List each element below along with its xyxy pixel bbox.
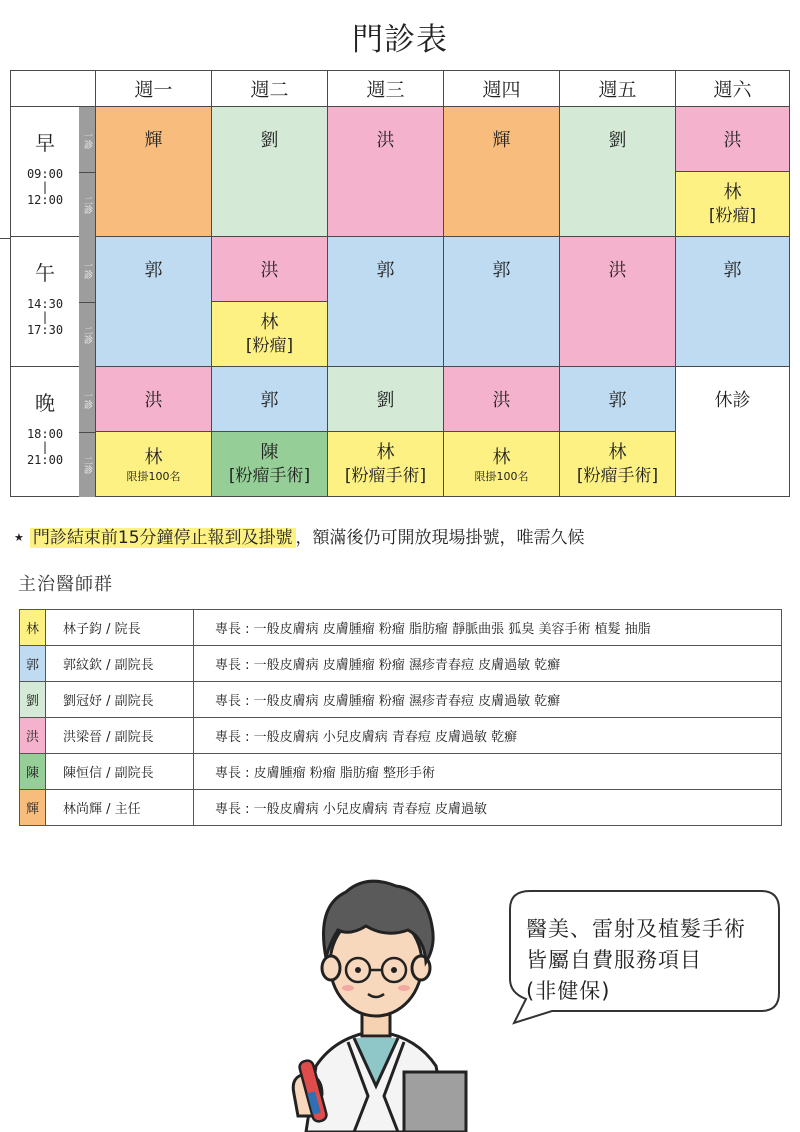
doctor-name: 郭 bbox=[260, 390, 279, 411]
cell-afternoon-tue-1 bbox=[211, 236, 328, 302]
doctor-name: 輝 bbox=[492, 130, 511, 151]
doctor-name-title: 劉冠妤 / 副院長 bbox=[46, 682, 194, 717]
doctor-name-title: 林尚輝 / 主任 bbox=[46, 790, 194, 825]
doctor-specialty: 專長 : 一般皮膚病 小兒皮膚病 青春痘 皮膚過敏 bbox=[215, 802, 488, 817]
doctor-name-title: 洪梁晉 / 副院長 bbox=[46, 718, 194, 753]
shift-first-morning: 一診 bbox=[79, 107, 95, 173]
slot-name: 晚 bbox=[35, 391, 55, 415]
time-separator: | bbox=[41, 180, 49, 194]
doctor-row bbox=[19, 789, 782, 826]
doctor-specialty: 專長 : 一般皮膚病 皮膚腫瘤 粉瘤 脂肪瘤 靜脈曲張 狐臭 美容手術 植髮 抽脂 bbox=[215, 622, 651, 637]
cell-evening-fri-2 bbox=[559, 431, 676, 497]
cell-afternoon-mon bbox=[95, 236, 212, 367]
cell-morning-tue bbox=[211, 106, 328, 237]
doctor-specialty: 專長 : 一般皮膚病 小兒皮膚病 青春痘 皮膚過敏 乾癬 bbox=[215, 730, 518, 745]
doctor-name-title: 林子鈞 / 院長 bbox=[46, 610, 194, 645]
cell-evening-wed-1 bbox=[327, 366, 444, 432]
doctor-row bbox=[19, 645, 782, 682]
doctor-row bbox=[19, 609, 782, 646]
doctor-tag: 劉 bbox=[20, 682, 46, 717]
day-header-sat: 週六 bbox=[675, 70, 790, 107]
doctor-name: 洪 bbox=[260, 260, 279, 281]
shift-second-morning: 二診 bbox=[79, 172, 95, 237]
doctor-name: 郭 bbox=[144, 260, 163, 281]
doctor-name: 劉 bbox=[376, 390, 395, 411]
cell-evening-sat bbox=[675, 366, 790, 497]
slot-name: 早 bbox=[35, 131, 55, 155]
table-corner bbox=[10, 70, 96, 107]
doctor-name: 林 bbox=[723, 181, 742, 203]
decorative-tick bbox=[0, 238, 11, 239]
cell-morning-wed bbox=[327, 106, 444, 237]
doctor-name-title: 郭紋欽 / 副院長 bbox=[46, 646, 194, 681]
clinic-note: [粉瘤手術] bbox=[576, 465, 659, 486]
slot-name: 午 bbox=[35, 261, 55, 285]
day-header-tue: 週二 bbox=[211, 70, 328, 107]
day-header-thu: 週四 bbox=[443, 70, 560, 107]
doctor-name: 洪 bbox=[144, 390, 163, 411]
doctor-name: 洪 bbox=[492, 390, 511, 411]
doctors-section-title: 主治醫師群 bbox=[18, 574, 113, 595]
doctor-tag: 林 bbox=[20, 610, 46, 645]
time-separator: | bbox=[41, 310, 49, 324]
doctor-name: 林 bbox=[492, 446, 511, 468]
doctor-name: 劉 bbox=[260, 130, 279, 151]
bubble-line: 醫美、雷射及植髮手術 bbox=[526, 917, 746, 941]
doctor-name: 林 bbox=[608, 441, 627, 463]
slot-label-afternoon bbox=[19, 257, 71, 337]
schedule-table bbox=[11, 71, 790, 498]
shift-second-afternoon: 二診 bbox=[79, 302, 95, 367]
clinic-note: 限掛100名 bbox=[126, 470, 181, 483]
cell-afternoon-fri bbox=[559, 236, 676, 367]
bubble-text bbox=[526, 914, 746, 1007]
time-end: 12:00 bbox=[26, 193, 64, 207]
cell-afternoon-sat bbox=[675, 236, 790, 367]
doctor-name: 林 bbox=[260, 311, 279, 333]
doctor-illustration bbox=[276, 846, 476, 1132]
clinic-note: [粉瘤手術] bbox=[344, 465, 427, 486]
cell-afternoon-thu bbox=[443, 236, 560, 367]
doctor-name: 林 bbox=[376, 441, 395, 463]
doctor-name: 郭 bbox=[608, 390, 627, 411]
doctor-name: 輝 bbox=[144, 130, 163, 151]
notice-rest: ，額滿後仍可開放現場掛號，唯需久候 bbox=[295, 528, 585, 548]
cell-afternoon-tue-2 bbox=[211, 301, 328, 367]
cell-morning-mon bbox=[95, 106, 212, 237]
cell-evening-mon-2 bbox=[95, 431, 212, 497]
doctor-tag: 輝 bbox=[20, 790, 46, 825]
doctor-name-title: 陳恒信 / 副院長 bbox=[46, 754, 194, 789]
cell-evening-mon-1 bbox=[95, 366, 212, 432]
doctor-name: 郭 bbox=[492, 260, 511, 281]
time-start: 09:00 bbox=[26, 167, 64, 181]
doctors-table bbox=[19, 610, 782, 826]
day-header-wed: 週三 bbox=[327, 70, 444, 107]
doctor-row bbox=[19, 681, 782, 718]
doctor-specialty: 專長 : 一般皮膚病 皮膚腫瘤 粉瘤 濕疹青春痘 皮膚過敏 乾癬 bbox=[215, 694, 561, 709]
time-start: 18:00 bbox=[26, 427, 64, 441]
notice-highlight: 門診結束前15分鐘停止報到及掛號 bbox=[30, 528, 296, 548]
doctor-name: 林 bbox=[144, 446, 163, 468]
cell-afternoon-wed bbox=[327, 236, 444, 367]
cell-evening-wed-2 bbox=[327, 431, 444, 497]
cell-morning-fri bbox=[559, 106, 676, 237]
registration-notice bbox=[14, 523, 585, 548]
doctor-name: 郭 bbox=[723, 260, 742, 281]
clinic-note: [粉瘤] bbox=[245, 335, 294, 356]
star-icon: ★ bbox=[14, 531, 24, 544]
shift-second-evening: 二診 bbox=[79, 432, 95, 497]
cell-evening-tue-2 bbox=[211, 431, 328, 497]
time-separator: | bbox=[41, 440, 49, 454]
doctor-specialty: 專長 : 皮膚腫瘤 粉瘤 脂肪瘤 整形手術 bbox=[215, 766, 436, 781]
clinic-note: 限掛100名 bbox=[474, 470, 529, 483]
doctor-name: 郭 bbox=[376, 260, 395, 281]
doctor-name: 劉 bbox=[608, 130, 627, 151]
day-header-mon: 週一 bbox=[95, 70, 212, 107]
page-title: 門診表 bbox=[352, 22, 448, 58]
doctor-row bbox=[19, 753, 782, 790]
doctor-name: 洪 bbox=[608, 260, 627, 281]
doctor-name: 洪 bbox=[723, 130, 742, 151]
cell-morning-thu bbox=[443, 106, 560, 237]
shift-divider bbox=[79, 302, 96, 303]
day-header-fri: 週五 bbox=[559, 70, 676, 107]
doctor-tag: 洪 bbox=[20, 718, 46, 753]
cell-evening-thu-1 bbox=[443, 366, 560, 432]
doctor-row bbox=[19, 717, 782, 754]
cell-evening-tue-1 bbox=[211, 366, 328, 432]
cell-morning-sat-2 bbox=[675, 171, 790, 237]
bubble-line: (非健保) bbox=[526, 979, 611, 1003]
closed-label: 休診 bbox=[714, 390, 751, 411]
cell-evening-fri-1 bbox=[559, 366, 676, 432]
shift-divider bbox=[79, 432, 96, 433]
shift-divider bbox=[79, 172, 96, 173]
slot-label-morning bbox=[19, 127, 71, 207]
time-end: 21:00 bbox=[26, 453, 64, 467]
shift-first-evening: 一診 bbox=[79, 367, 95, 433]
doctor-tag: 郭 bbox=[20, 646, 46, 681]
doctor-name: 陳 bbox=[260, 441, 279, 463]
doctor-specialty: 專長 : 一般皮膚病 皮膚腫瘤 粉瘤 濕疹青春痘 皮膚過敏 乾癬 bbox=[215, 658, 561, 673]
shift-first-afternoon: 一診 bbox=[79, 237, 95, 303]
slot-label-evening bbox=[19, 387, 71, 467]
cell-evening-thu-2 bbox=[443, 431, 560, 497]
doctor-tag: 陳 bbox=[20, 754, 46, 789]
clinic-note: [粉瘤] bbox=[708, 205, 757, 226]
doctor-name: 洪 bbox=[376, 130, 395, 151]
time-start: 14:30 bbox=[26, 297, 64, 311]
time-end: 17:30 bbox=[26, 323, 64, 337]
bubble-line: 皆屬自費服務項目 bbox=[526, 948, 702, 972]
cell-morning-sat-1 bbox=[675, 106, 790, 172]
clinic-note: [粉瘤手術] bbox=[228, 465, 311, 486]
